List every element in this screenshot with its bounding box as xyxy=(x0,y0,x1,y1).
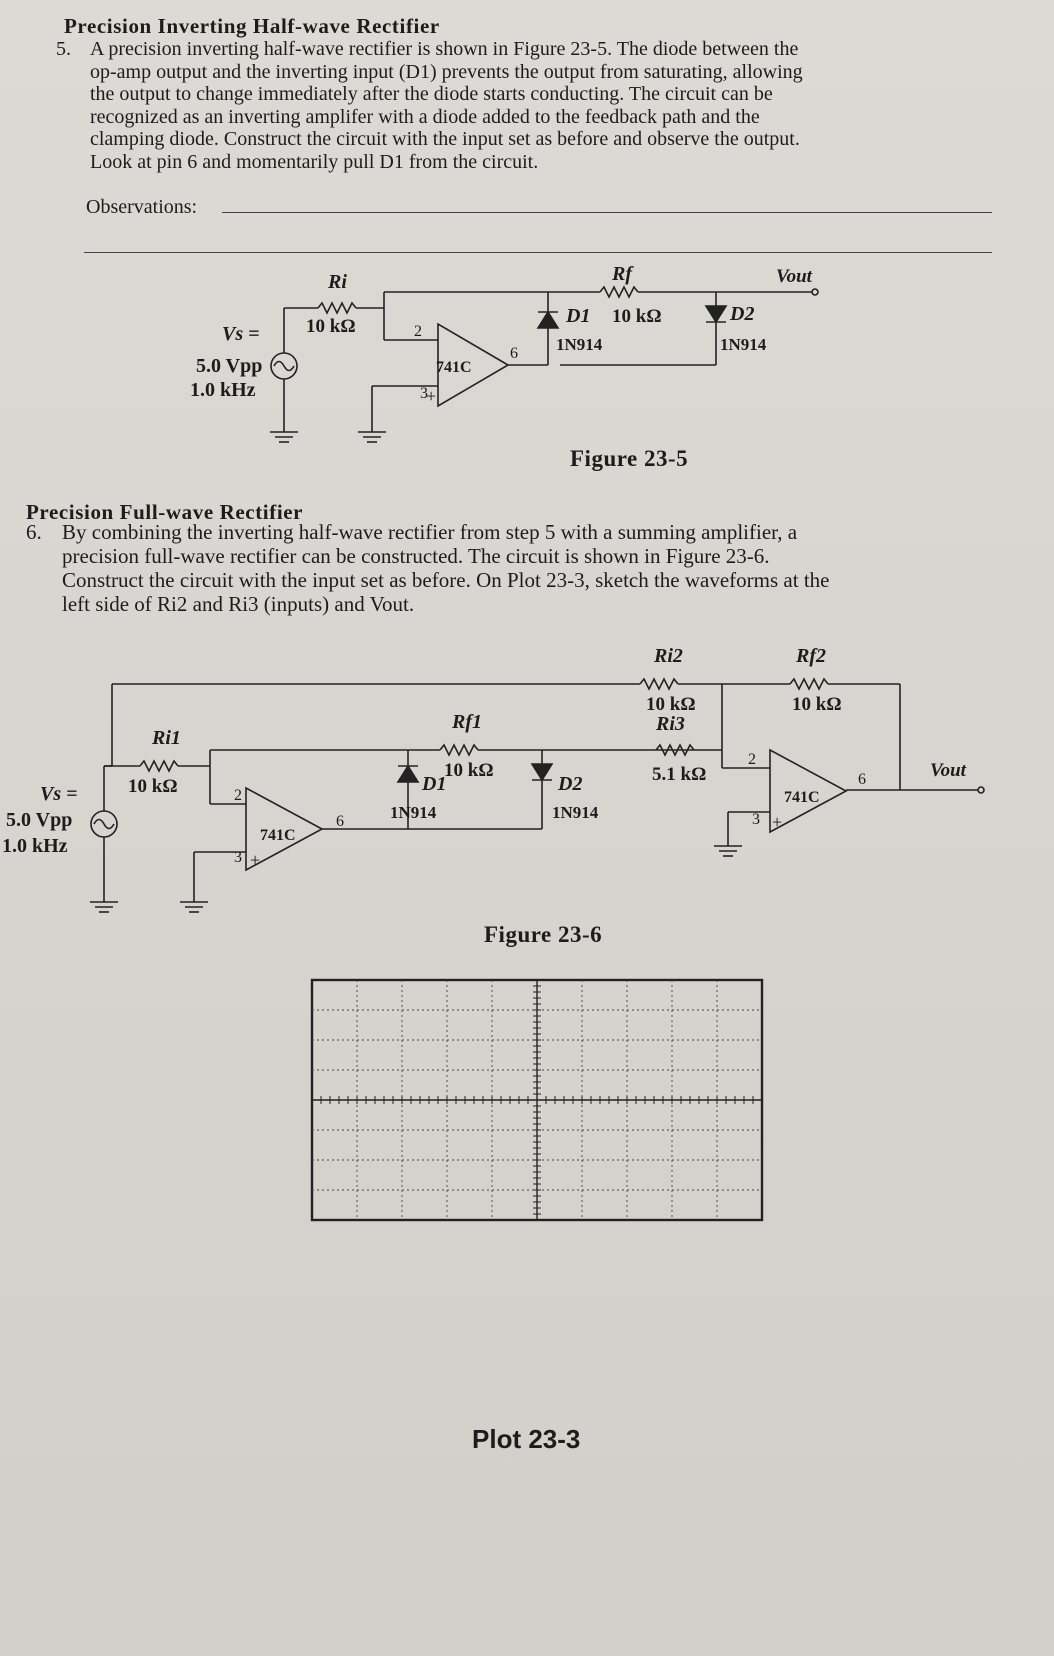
section6-line: 6. By combining the inverting half-wave rectifier from step 5 with a summing amplifier, a xyxy=(26,520,798,544)
fig6-opamp-2-label: 741C xyxy=(784,789,820,806)
fig6-vout-terminal xyxy=(978,787,984,793)
observations-line-2[interactable] xyxy=(84,252,992,253)
fig6-d1-part: 1N914 xyxy=(390,803,437,822)
fig6-d2-part: 1N914 xyxy=(552,803,599,822)
svg-text:3: 3 xyxy=(420,385,428,402)
figure-23-5-caption: Figure 23-5 xyxy=(570,446,689,471)
fig5-ri-value: 10 kΩ xyxy=(306,316,356,337)
fig6-ground-3 xyxy=(714,846,742,856)
fig6-ri2-resistor xyxy=(640,679,678,689)
fig6-ri2-label: Ri2 xyxy=(654,645,683,667)
fig6-rf2-label: Rf2 xyxy=(796,645,826,667)
observations-line-1[interactable] xyxy=(222,212,992,213)
fig6-source-amplitude: 5.0 Vpp xyxy=(6,809,73,831)
fig5-rf-resistor xyxy=(600,287,638,297)
fig5-vout-terminal xyxy=(812,289,818,295)
fig6-d2-diode xyxy=(532,764,552,780)
fig5-rf-value: 10 kΩ xyxy=(612,306,662,327)
fig6-ground-1 xyxy=(90,902,118,912)
plot-23-3-label: Plot 23-3 xyxy=(472,1424,581,1454)
svg-text:2: 2 xyxy=(414,323,422,340)
section5-line: the output to change immediately after the diode starts conducting. The circuit can be xyxy=(90,83,773,105)
svg-text:+: + xyxy=(250,850,261,870)
plot-23-3-grid[interactable] xyxy=(0,976,1054,1236)
section6-line: precision full-wave rectifier can be constructed. The circuit is shown in Figure 23-6. xyxy=(62,544,770,568)
fig5-source-frequency: 1.0 kHz xyxy=(190,379,256,401)
svg-text:6: 6 xyxy=(336,813,344,830)
fig6-vs-label: Vs = xyxy=(40,783,78,805)
section5-line: 5. A precision inverting half-wave rectifier is shown in Figure 23-5. The diode between the xyxy=(56,38,799,60)
fig6-rf2-value: 10 kΩ xyxy=(792,694,842,715)
svg-text:3: 3 xyxy=(234,849,242,866)
fig6-d1-label: D1 xyxy=(422,773,447,795)
fig5-d1-part: 1N914 xyxy=(556,335,603,354)
fig6-d2-label: D2 xyxy=(558,773,583,795)
fig5-vout-label: Vout xyxy=(776,266,812,287)
fig6-d1-diode xyxy=(398,766,418,782)
fig5-ri-resistor xyxy=(318,303,356,313)
fig5-opamp-label: 741C xyxy=(436,359,472,376)
fig5-ri-label: Ri xyxy=(328,271,347,293)
section5-paragraph xyxy=(56,38,1016,173)
figure-23-6-schematic xyxy=(0,640,1054,920)
fig6-rf1-value: 10 kΩ xyxy=(444,760,494,781)
fig6-rf1-label: Rf1 xyxy=(452,711,482,733)
fig6-vout-label: Vout xyxy=(930,760,966,781)
fig6-rf2-resistor xyxy=(790,679,828,689)
svg-text:+: + xyxy=(772,812,783,832)
fig5-d1-diode xyxy=(538,312,558,328)
section5-line: clamping diode. Construct the circuit with the input set as before and observe the output. xyxy=(90,128,800,150)
section6-number: 6. xyxy=(26,520,42,544)
fig5-d2-diode xyxy=(706,306,726,322)
fig5-d2-label: D2 xyxy=(730,303,755,325)
section5-line: Look at pin 6 and momentarily pull D1 from the circuit. xyxy=(90,150,539,173)
fig5-rf-label: Rf xyxy=(612,263,632,285)
section6-line: left side of Ri2 and Ri3 (inputs) and Vout. xyxy=(62,592,415,616)
fig5-d1-label: D1 xyxy=(566,305,591,327)
observations-label: Observations: xyxy=(86,196,198,218)
fig6-ri1-label: Ri1 xyxy=(152,727,181,749)
fig5-vs-label: Vs = xyxy=(222,323,260,345)
section5-line: recognized as an inverting amplifer with a diode added to the feedback path and the xyxy=(90,105,760,128)
section6-heading: Precision Full-wave Rectifier xyxy=(26,500,304,524)
fig6-opamp-1-label: 741C xyxy=(260,827,296,844)
section5-number: 5. xyxy=(56,38,71,60)
section6-line: Construct the circuit with the input set as before. On Plot 23-3, sketch the waveforms at the xyxy=(62,568,830,592)
svg-text:3: 3 xyxy=(752,811,760,828)
fig6-ri1-value: 10 kΩ xyxy=(128,776,178,797)
svg-text:2: 2 xyxy=(748,751,756,768)
section6-paragraph xyxy=(26,520,1036,616)
svg-text:6: 6 xyxy=(858,771,866,788)
fig5-d2-part: 1N914 xyxy=(720,335,767,354)
fig6-ground-2 xyxy=(180,902,208,912)
section5-line: op-amp output and the inverting input (D1) prevents the output from saturating, allowing xyxy=(90,60,803,83)
fig6-ri3-value: 5.1 kΩ xyxy=(652,764,707,785)
svg-text:+: + xyxy=(426,386,437,406)
figure-23-6-caption: Figure 23-6 xyxy=(484,922,603,947)
fig5-ground-1 xyxy=(270,432,298,442)
fig6-ri3-label: Ri3 xyxy=(656,713,685,735)
fig6-source-frequency: 1.0 kHz xyxy=(2,835,68,857)
fig5-ground-2 xyxy=(358,432,386,442)
fig5-source-amplitude: 5.0 Vpp xyxy=(196,355,263,377)
fig6-ri1-resistor xyxy=(140,761,178,771)
svg-text:6: 6 xyxy=(510,345,518,362)
fig6-rf1-resistor xyxy=(440,745,478,755)
svg-text:2: 2 xyxy=(234,787,242,804)
fig6-ri2-value: 10 kΩ xyxy=(646,694,696,715)
section5-heading: Precision Inverting Half-wave Rectifier xyxy=(64,14,440,38)
